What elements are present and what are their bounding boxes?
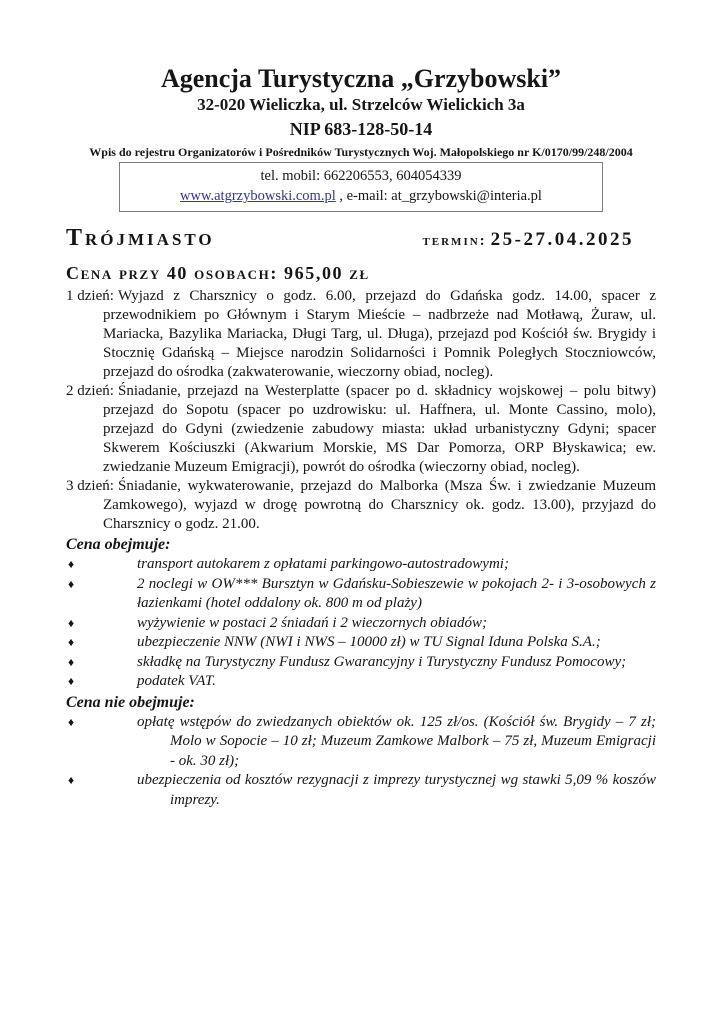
diamond-bullet-icon: ♦ bbox=[68, 615, 75, 630]
website-link[interactable]: www.atgrzybowski.com.pl bbox=[180, 188, 336, 205]
item-text: podatek VAT. bbox=[137, 673, 216, 690]
item-text: ubezpieczenia od kosztów rezygnacji z imprezy turystycznej wg stawki 5,09 % koszów imprezy. bbox=[137, 772, 656, 808]
agency-address: 32-020 Wieliczka, ul. Strzelców Wielickich 3a bbox=[197, 95, 525, 115]
excludes-heading: Cena nie obejmuje: bbox=[66, 693, 195, 711]
day-label: 2 dzień: bbox=[66, 383, 114, 400]
diamond-bullet-icon: ♦ bbox=[68, 773, 75, 788]
day-label: 1 dzień: bbox=[66, 288, 114, 305]
diamond-bullet-icon: ♦ bbox=[68, 674, 75, 689]
item-text: opłatę wstępów do zwiedzanych obiektów ok. 125 zł/os. (Kościół św. Brygidy – 7 zł; Molo w Sopocie – 10 zł; Muzeum Zamkowe Malbork – 75 zł, Muzeum Emigracji - ok. 30 zł); bbox=[137, 713, 656, 769]
includes-list bbox=[66, 555, 656, 692]
item-text: transport autokarem z opłatami parkingowo-autostradowymi; bbox=[137, 556, 509, 573]
itinerary bbox=[66, 287, 656, 534]
day-label: 3 dzień: bbox=[66, 478, 114, 495]
web-email-line bbox=[124, 186, 598, 206]
list-item bbox=[66, 555, 656, 575]
list-item bbox=[66, 575, 656, 614]
item-text: składkę na Turystyczny Fundusz Gwarancyjny i Turystyczny Fundusz Pomocowy; bbox=[137, 653, 627, 670]
list-item bbox=[66, 614, 656, 634]
diamond-bullet-icon: ♦ bbox=[68, 576, 75, 591]
trip-title-row bbox=[66, 225, 656, 252]
agency-nip: NIP 683-128-50-14 bbox=[289, 118, 433, 139]
diamond-bullet-icon: ♦ bbox=[68, 557, 75, 572]
list-item bbox=[66, 713, 656, 772]
contact-box bbox=[119, 162, 603, 212]
item-text: 2 noclegi w OW*** Bursztyn w Gdańsku-Sobieszewie w pokojach 2- i 3-osobowych z łazienkami (hotel oddalony ok. 800 m od plaży) bbox=[137, 575, 656, 612]
document-header bbox=[66, 64, 656, 212]
itinerary-day bbox=[66, 477, 656, 534]
itinerary-day bbox=[66, 287, 656, 382]
day-text: Śniadanie, przejazd na Westerplatte (spacer po d. składnicy wojskowej – polu bitwy) przejazd do Sopotu (spacer po uzdrowisku: ul. Haffnera, ul. Monte Cassino, molo), przejazd do Gdyni (zwiedzenie zabudowy miasta: układ urbanistyczny Gdyni; spacer Skwerem Kościuszki (Akwarium Morskie, MS Dar Pomorza, ORP Błyskawica; ew. zwiedzanie Muzeum Emigracji), powrót do ośrodka (wieczorny obiad, nocleg). bbox=[103, 383, 656, 476]
list-item bbox=[66, 633, 656, 653]
includes-heading: Cena obejmuje: bbox=[66, 536, 171, 554]
email-text: , e-mail: at_grzybowski@interia.pl bbox=[335, 188, 542, 205]
diamond-bullet-icon: ♦ bbox=[68, 654, 75, 669]
itinerary-day bbox=[66, 382, 656, 477]
diamond-bullet-icon: ♦ bbox=[68, 714, 75, 729]
day-text: Wyjazd z Charsznicy o godz. 6.00, przejazd do Gdańska godz. 14.00, spacer z przewodnikiem po Głównym i Starym Mieście – nadbrzeże nad Motławą, Żuraw, ul. Mariacka, Bazylika Mariacka, Długi Targ, ul. Długa), przejazd pod Kościół św. Brygidy i Stocznię Gdańską – Miejsce narodzin Solidarności i Pomnik Poległych Stoczniowców, przejazd do ośrodka (zakwaterowanie, wieczorny obiad, nocleg). bbox=[103, 288, 656, 381]
item-text: ubezpieczenie NNW (NWI i NWS – 10000 zł) w TU Signal Iduna Polska S.A.; bbox=[137, 634, 601, 651]
agency-name: Agencja Turystyczna „Grzybowski” bbox=[160, 64, 562, 93]
item-text: wyżywienie w postaci 2 śniadań i 2 wieczornych obiadów; bbox=[137, 614, 487, 631]
term-label: termin: bbox=[422, 233, 487, 250]
registry-note: Wpis do rejestru Organizatorów i Pośredników Turystycznych Woj. Małopolskiego nr K/0170/99/248/2004 bbox=[89, 145, 633, 160]
excludes-list bbox=[66, 713, 656, 811]
list-item bbox=[66, 672, 656, 692]
price-line: Cena przy 40 osobach: 965,00 zł bbox=[66, 263, 370, 284]
term-value: 25-27.04.2025 bbox=[490, 229, 634, 251]
diamond-bullet-icon: ♦ bbox=[68, 635, 75, 650]
trip-title: Trójmiasto bbox=[66, 225, 215, 252]
phone-line: tel. mobil: 662206553, 604054339 bbox=[260, 168, 462, 185]
day-text: Śniadanie, wykwaterowanie, przejazd do Malborka (Msza Św. i zwiedzanie Muzeum Zamkowego), wyjazd w drogę powrotną do Charsznicy ok. godz. 13.00), przyjazd do Charsznicy o godz. 21.00. bbox=[103, 478, 656, 533]
trip-term bbox=[422, 229, 634, 251]
list-item bbox=[66, 653, 656, 673]
list-item bbox=[66, 771, 656, 810]
